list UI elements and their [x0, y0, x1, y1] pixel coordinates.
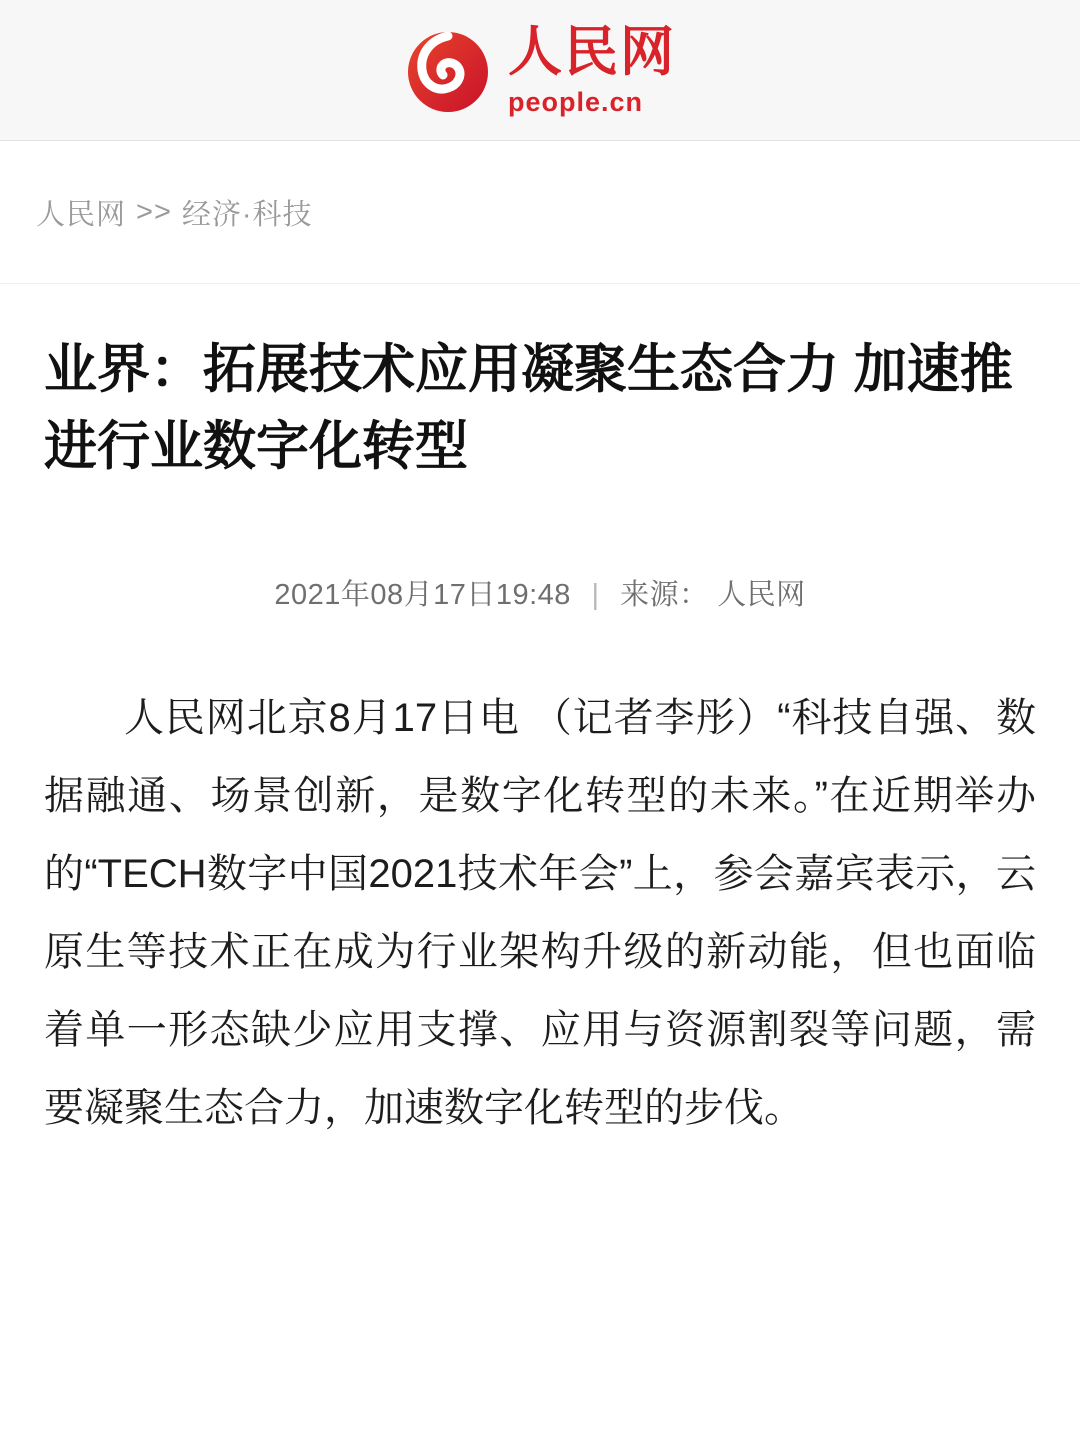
article — [0, 284, 1080, 1147]
breadcrumb-section[interactable]: 经济·科技 — [181, 198, 313, 231]
article-meta — [44, 572, 1036, 613]
source-name[interactable]: 人民网 — [717, 578, 806, 611]
source-label: 来源： — [620, 578, 709, 611]
people-cn-logo-icon — [404, 26, 492, 114]
page-title: 业界：拓展技术应用凝聚生态合力 加速推进行业数字化转型 — [44, 340, 1013, 476]
meta-divider: | — [591, 578, 600, 611]
logo-text-en: people.cn — [508, 86, 644, 117]
breadcrumb-home[interactable]: 人民网 — [36, 198, 127, 231]
breadcrumb-separator: >> — [136, 195, 172, 228]
breadcrumb — [0, 141, 1080, 284]
article-paragraph: 人民网北京8月17日电 （记者李彤）“科技自强、数据融通、场景创新，是数字化转型的未来。”在近期举办的“TECH数字中国2021技术年会”上，参会嘉宾表示，云原生等技术正在成为行业架构升级的新动能，但也面临着单一形态缺少应用支撑、应用与资源割裂等问题，需要凝聚生态合力，加速数字化转型的步伐。 — [44, 695, 1036, 1130]
publish-date: 2021年08月17日19:48 — [274, 578, 571, 611]
site-header — [0, 0, 1080, 141]
logo-text-cn: 人民网 — [508, 21, 676, 82]
site-logo[interactable] — [404, 21, 676, 117]
